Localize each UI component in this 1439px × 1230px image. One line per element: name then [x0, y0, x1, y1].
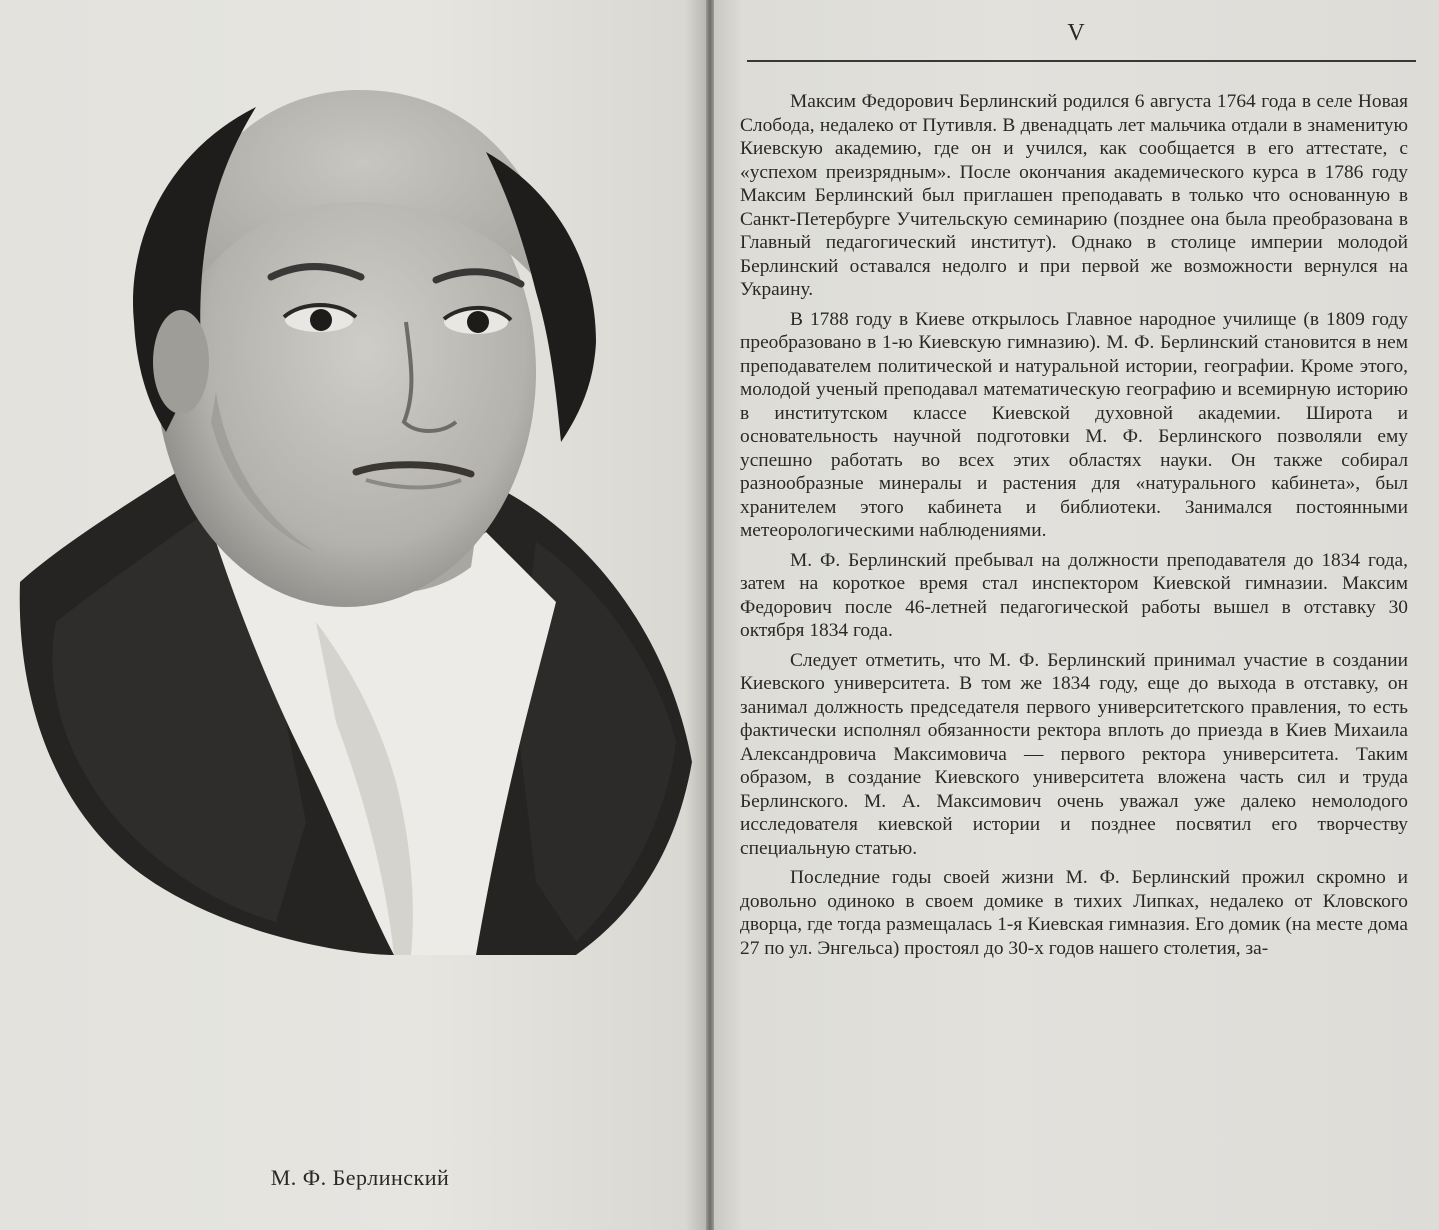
book-gutter: [706, 0, 714, 1230]
paragraph: Максим Федорович Берлинский родился 6 августа 1764 года в селе Новая Слобода, недалеко от Путивля. В двенадцать лет мальчика отдали в знаменитую Киевскую академию, где он и учился, как сообщается в его аттестате, с «успехом преизрядным». После окончания академического курса в 1786 году Максим Берлинский был приглашен преподавать в только что основанную в Санкт-Петербурге Учительскую семинарию (позднее она была преобразована в Главный педагогический институт). Однако в столице империи молодой Берлинский оставался недолго и при первой же возможности вернулся на Украину.: [740, 91, 1408, 300]
body-text: [740, 90, 1408, 966]
portrait-engraving: [16, 62, 706, 957]
paragraph: Последние годы своей жизни М. Ф. Берлинский прожил скромно и довольно одиноко в своем домике в тихих Липках, недалеко от Кловского дворца, где тогда размещалась 1-я Киевская гимназия. Его домик (на месте дома 27 по ул. Энгельса) простоял до 30-х годов нашего столетия, за-: [740, 867, 1408, 959]
paragraph: Следует отметить, что М. Ф. Берлинский принимал участие в создании Киевского университета. В том же 1834 году, еще до выхода в отставку, он занимал должность председателя первого университетского правления, то есть фактически исполнял обязанности ректора вплоть до приезда в Киев Михаила Александровича Максимовича — первого ректора университета. Таким образом, в создание Киевского университета вложена часть сил и труда Берлинского. М. А. Максимович очень уважал уже далеко немолодого исследователя киевской истории и позднее посвятил его творчеству специальную статью.: [740, 649, 1408, 859]
portrait-caption: М. Ф. Берлинский: [270, 1165, 450, 1190]
left-page: [0, 0, 706, 1230]
paragraph: М. Ф. Берлинский пребывал на должности преподавателя до 1834 года, затем на короткое время стал инспектором Киевской гимназии. Максим Федорович после 46-летней педагогической работы вышел в отставку 30 октября 1834 года.: [740, 549, 1408, 641]
paragraph: В 1788 году в Киеве открылось Главное народное училище (в 1809 году преобразовано в 1-ю Киевскую гимназию). М. Ф. Берлинский становится в нем преподавателем политической и натуральной истории, географии. Кроме этого, молодой ученый преподавал математическую географию и всемирную историю в институтском классе Киевской духовной академии. Широта и основательность научной подготовки М. Ф. Берлинского позволяли ему успешно работать во всех этих областях науки. Он также собирал разнообразные минералы и растения для «натурального кабинета», был хранителем этого кабинета и библиотеки. Занимался постоянными метеорологическими наблюдениями.: [740, 308, 1408, 541]
header-rule: [747, 60, 1416, 62]
page-number: V: [1067, 20, 1085, 46]
